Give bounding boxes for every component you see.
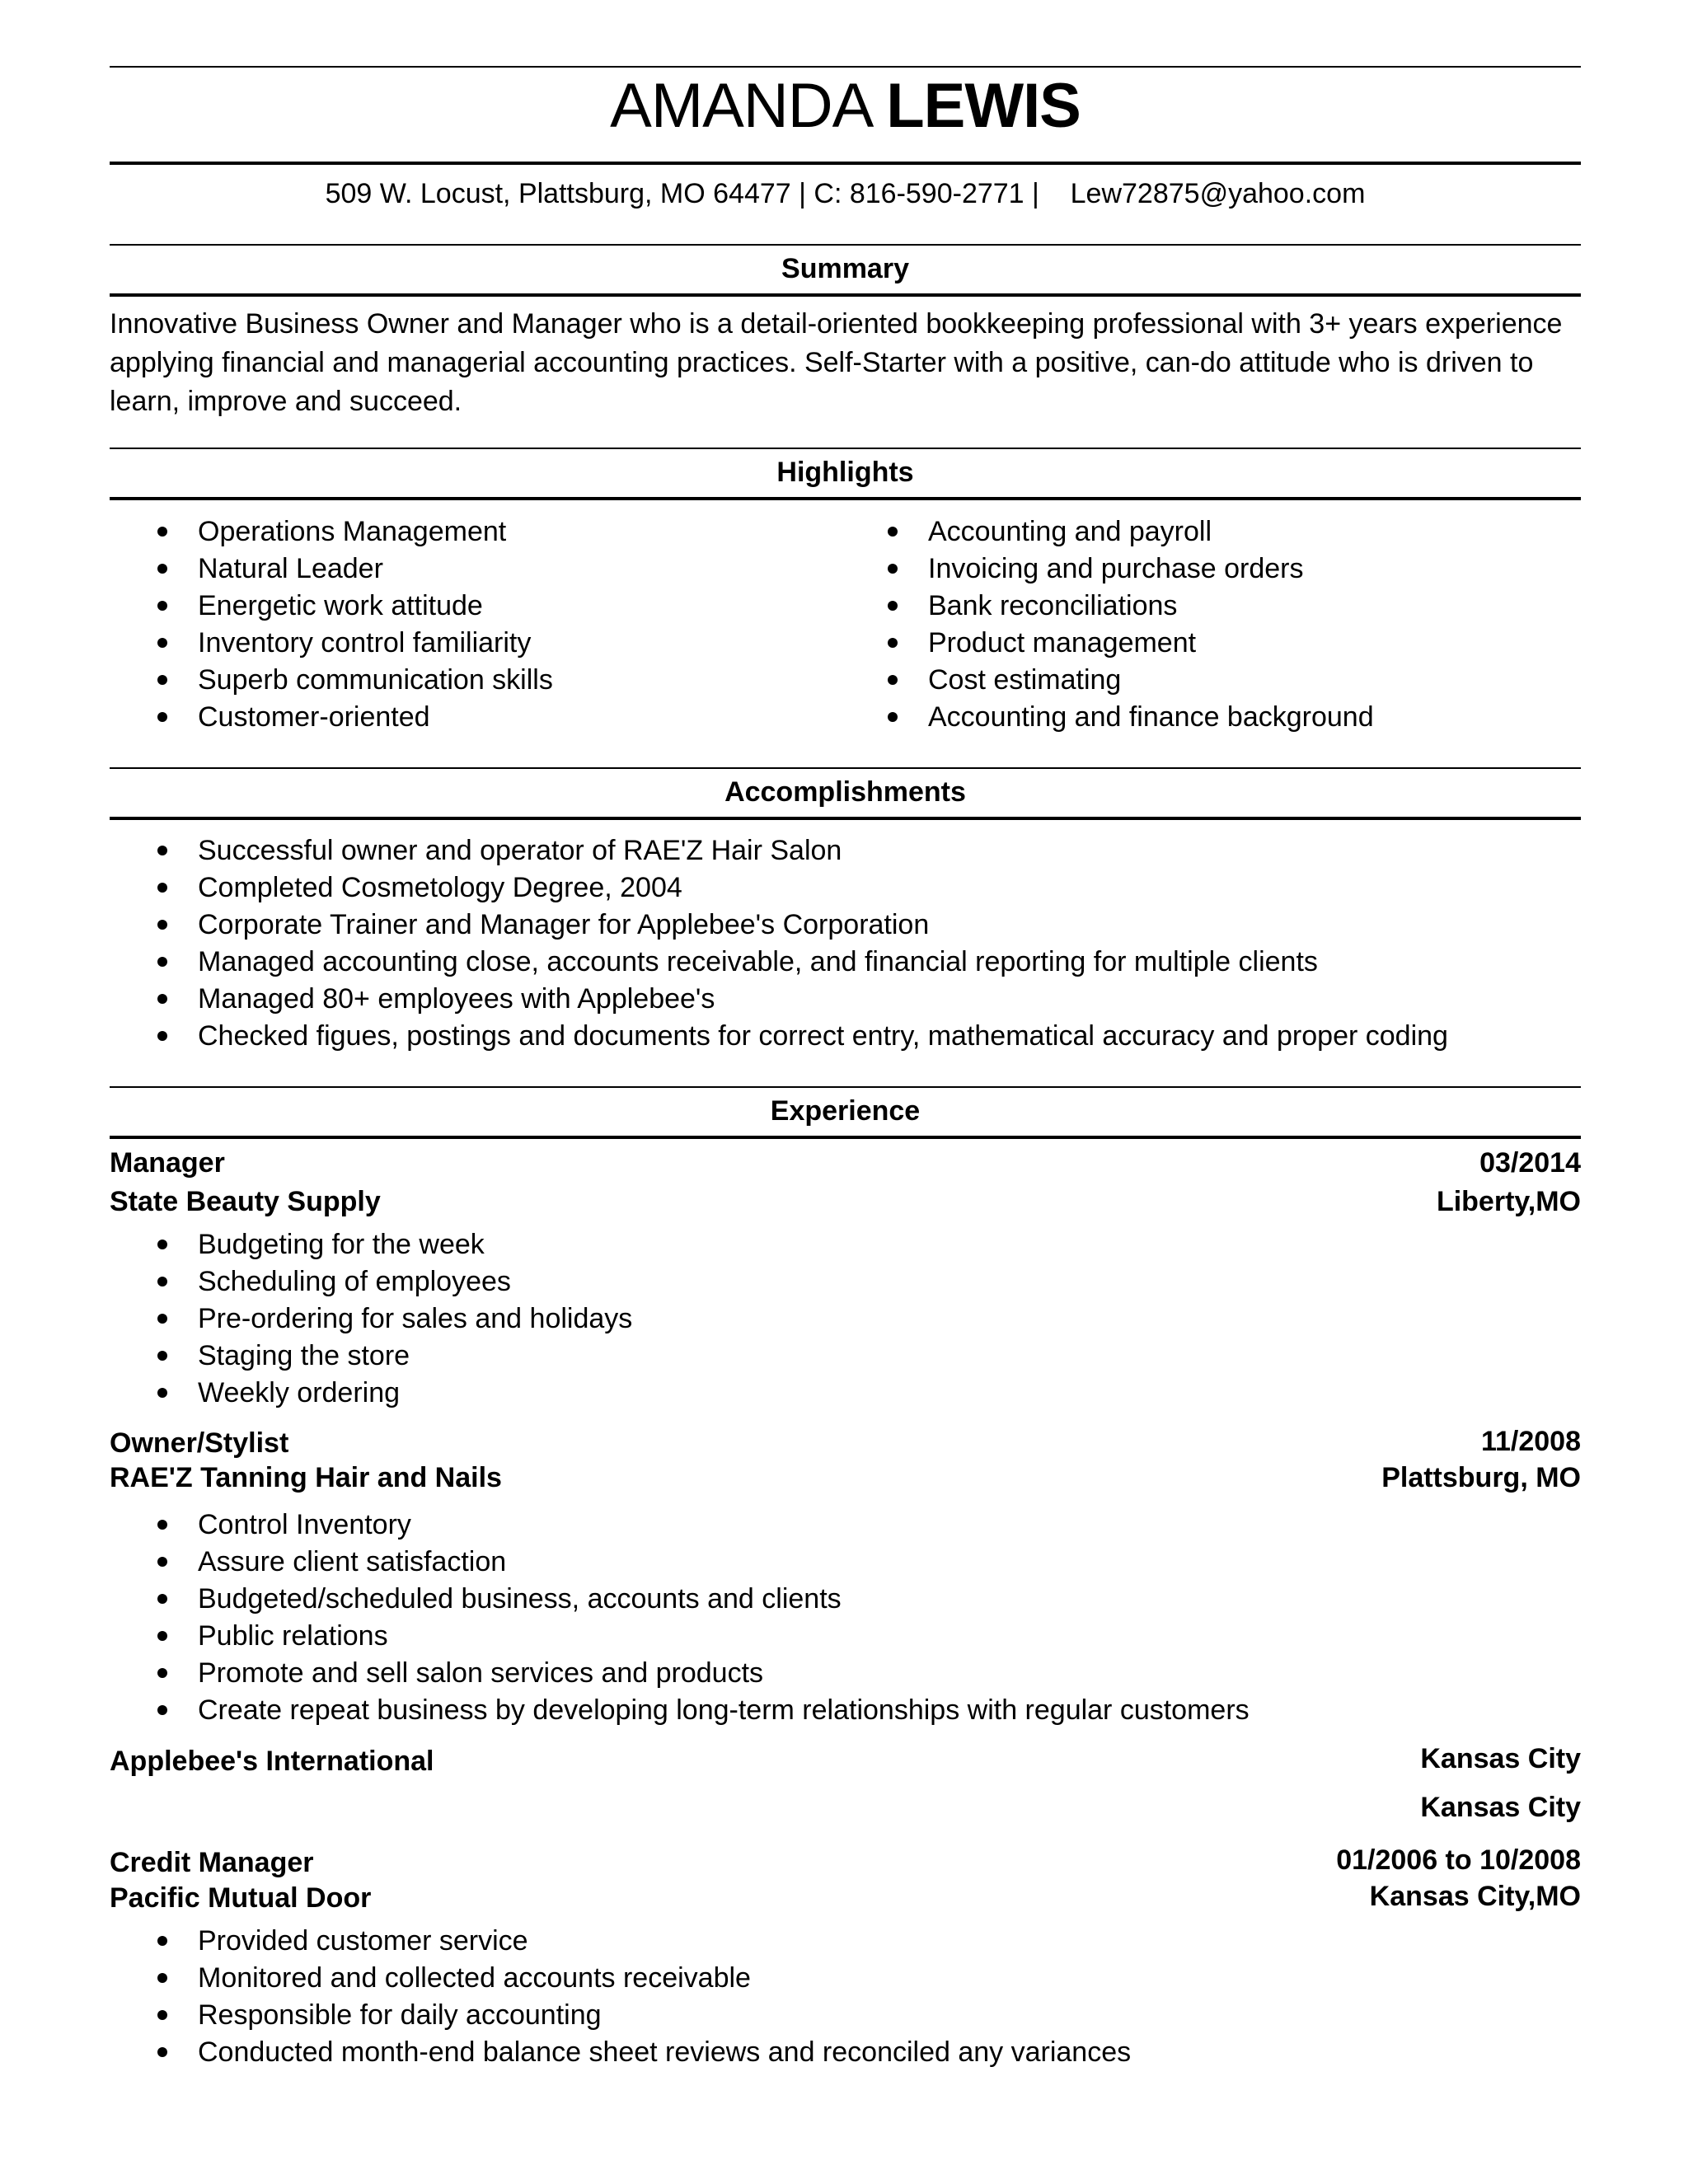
bullet-icon — [157, 1557, 167, 1567]
list-item: Responsible for daily accounting — [110, 1997, 1131, 2034]
job-date: 03/2014 — [1479, 1147, 1581, 1179]
job-title: Manager — [110, 1147, 225, 1179]
list-item: Conducted month-end balance sheet reviews and reconciled any variances — [110, 2034, 1131, 2071]
job-duties-list — [110, 1923, 1131, 2071]
list-item: Budgeting for the week — [110, 1226, 632, 1263]
list-item: Superb communication skills — [110, 662, 553, 699]
bullet-icon — [157, 638, 167, 648]
list-item: Managed accounting close, accounts receivable, and financial reporting for multiple clients — [110, 944, 1448, 981]
job-date: 01/2006 to 10/2008 — [1336, 1844, 1581, 1876]
divider — [110, 1086, 1581, 1088]
job-location: Kansas City — [1420, 1743, 1581, 1774]
bullet-icon — [157, 994, 167, 1004]
list-item: Cost estimating — [840, 662, 1374, 699]
job-location: Kansas City,MO — [1369, 1881, 1581, 1912]
list-item: Weekly ordering — [110, 1375, 632, 1412]
job-duties-list — [110, 1507, 1250, 1729]
divider — [110, 1136, 1581, 1139]
candidate-name — [110, 69, 1581, 143]
list-item: Checked figues, postings and documents for correct entry, mathematical accuracy and proper coding — [110, 1018, 1448, 1055]
list-item: Pre-ordering for sales and holidays — [110, 1301, 632, 1338]
job-company: Applebee's International — [110, 1746, 434, 1777]
list-item: Successful owner and operator of RAE'Z Hair Salon — [110, 832, 1448, 869]
bullet-icon — [888, 712, 898, 722]
job-duties-list — [110, 1226, 632, 1412]
accomplishments-list — [110, 832, 1448, 1055]
bullet-icon — [157, 1936, 167, 1946]
divider — [110, 244, 1581, 246]
divider — [110, 162, 1581, 165]
job-company: Pacific Mutual Door — [110, 1882, 372, 1914]
bullet-icon — [157, 1631, 167, 1641]
divider — [110, 497, 1581, 500]
bullet-icon — [157, 1705, 167, 1715]
bullet-icon — [157, 846, 167, 855]
bullet-icon — [157, 2010, 167, 2020]
bullet-icon — [157, 883, 167, 893]
bullet-icon — [157, 920, 167, 930]
bullet-icon — [157, 1351, 167, 1361]
job-company: State Beauty Supply — [110, 1186, 381, 1217]
divider — [110, 66, 1581, 68]
divider — [110, 293, 1581, 297]
bullet-icon — [157, 1594, 167, 1604]
list-item: Operations Management — [110, 513, 553, 551]
last-name: LEWIS — [886, 71, 1081, 141]
bullet-icon — [157, 1520, 167, 1530]
bullet-icon — [157, 564, 167, 574]
list-item: Public relations — [110, 1618, 1250, 1655]
list-item: Accounting and finance background — [840, 699, 1374, 736]
section-title-experience: Experience — [770, 1095, 921, 1127]
bullet-icon — [157, 1388, 167, 1398]
list-item: Natural Leader — [110, 551, 553, 588]
list-item: Budgeted/scheduled business, accounts and clients — [110, 1581, 1250, 1618]
bullet-icon — [157, 527, 167, 537]
first-name: AMANDA — [610, 71, 870, 141]
bullet-icon — [157, 1031, 167, 1041]
list-item: Corporate Trainer and Manager for Applebee's Corporation — [110, 907, 1448, 944]
list-item: Product management — [840, 625, 1374, 662]
job-location: Liberty,MO — [1436, 1186, 1581, 1217]
bullet-icon — [888, 527, 898, 537]
list-item: Monitored and collected accounts receivable — [110, 1960, 1131, 1997]
job-company: RAE'Z Tanning Hair and Nails — [110, 1462, 502, 1493]
list-item: Scheduling of employees — [110, 1263, 632, 1301]
highlights-left-list — [110, 513, 553, 736]
list-item: Customer-oriented — [110, 699, 553, 736]
list-item: Provided customer service — [110, 1923, 1131, 1960]
bullet-icon — [157, 601, 167, 611]
list-item: Invoicing and purchase orders — [840, 551, 1374, 588]
bullet-icon — [157, 712, 167, 722]
list-item: Staging the store — [110, 1338, 632, 1375]
divider — [110, 817, 1581, 820]
divider — [110, 448, 1581, 449]
divider — [110, 767, 1581, 769]
bullet-icon — [888, 564, 898, 574]
list-item: Assure client satisfaction — [110, 1544, 1250, 1581]
job-title: Owner/Stylist — [110, 1427, 289, 1459]
list-item: Energetic work attitude — [110, 588, 553, 625]
contact-info: 509 W. Locust, Plattsburg, MO 64477 | C: 816-590-2771 | Lew72875@yahoo.com — [325, 178, 1366, 209]
list-item: Control Inventory — [110, 1507, 1250, 1544]
bullet-icon — [157, 1314, 167, 1324]
summary-text: Innovative Business Owner and Manager who is a detail-oriented bookkeeping professional with 3+ years experience applying financial and managerial accounting practices. Self-Starter with a positive, can-do attitude who is driven to learn, improve and succeed. — [110, 308, 1563, 417]
section-title-highlights: Highlights — [776, 457, 914, 488]
job-location: Plattsburg, MO — [1381, 1462, 1581, 1493]
job-title: Credit Manager — [110, 1847, 314, 1878]
list-item: Create repeat business by developing long-term relationships with regular customers — [110, 1692, 1250, 1729]
job-location: Kansas City — [1420, 1792, 1581, 1823]
list-item: Inventory control familiarity — [110, 625, 553, 662]
section-title-accomplishments: Accomplishments — [724, 776, 966, 808]
bullet-icon — [888, 601, 898, 611]
bullet-icon — [157, 1240, 167, 1249]
bullet-icon — [888, 675, 898, 685]
list-item: Promote and sell salon services and products — [110, 1655, 1250, 1692]
job-date: 11/2008 — [1480, 1426, 1581, 1457]
list-item: Managed 80+ employees with Applebee's — [110, 981, 1448, 1018]
bullet-icon — [888, 638, 898, 648]
list-item: Accounting and payroll — [840, 513, 1374, 551]
bullet-icon — [157, 1973, 167, 1983]
bullet-icon — [157, 675, 167, 685]
bullet-icon — [157, 1668, 167, 1678]
bullet-icon — [157, 2047, 167, 2057]
bullet-icon — [157, 1277, 167, 1286]
list-item: Bank reconciliations — [840, 588, 1374, 625]
highlights-right-list — [840, 513, 1374, 736]
bullet-icon — [157, 957, 167, 967]
list-item: Completed Cosmetology Degree, 2004 — [110, 869, 1448, 907]
section-title-summary: Summary — [781, 253, 909, 284]
